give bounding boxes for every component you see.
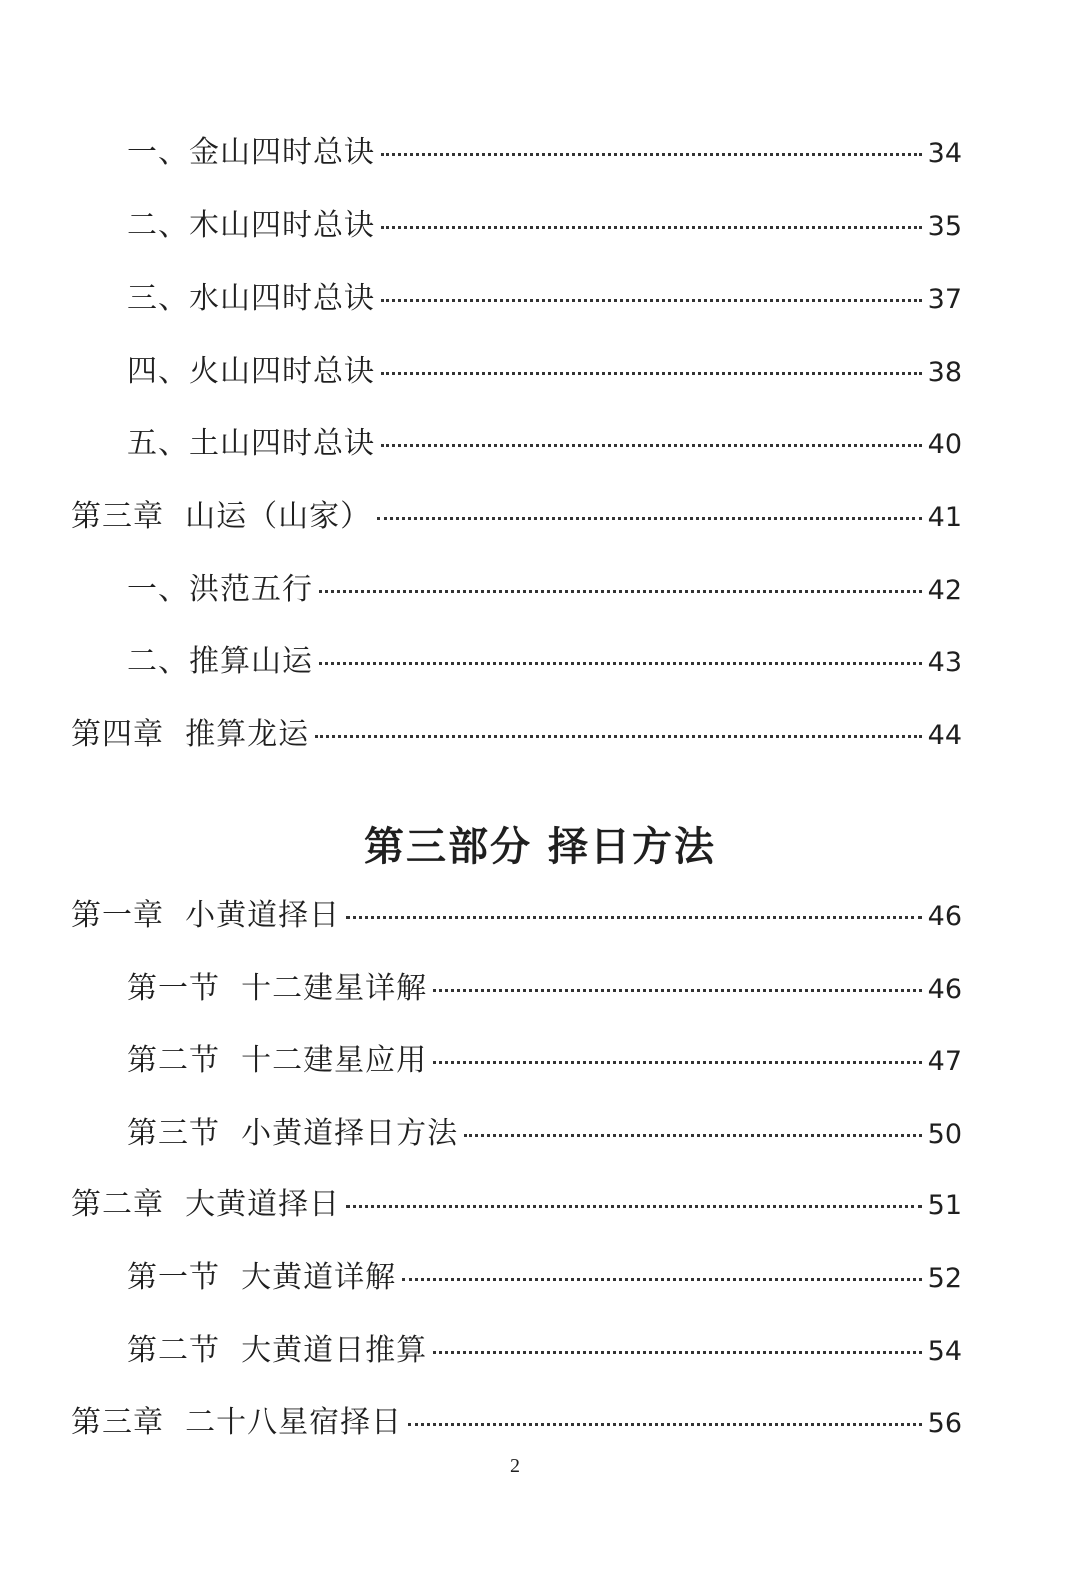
toc-entry-title: 五、土山四时总诀 — [127, 426, 375, 461]
toc-entry-page: 50 — [927, 1119, 962, 1150]
toc-entry[interactable] — [71, 1403, 962, 1443]
toc-entry[interactable] — [71, 715, 962, 755]
dot-leader — [315, 735, 922, 738]
toc-entry-title: 第四章 推算龙运 — [71, 717, 310, 752]
toc-entry-page: 43 — [927, 647, 962, 678]
dot-leader — [408, 1423, 922, 1426]
toc-entry[interactable] — [127, 1041, 962, 1081]
dot-leader — [319, 662, 922, 665]
toc-entry-page: 56 — [927, 1408, 962, 1439]
toc-entry-page: 52 — [927, 1263, 962, 1294]
dot-leader — [433, 1351, 922, 1354]
toc-entry-page: 47 — [927, 1046, 962, 1077]
toc-entry[interactable] — [127, 206, 962, 246]
dot-leader — [464, 1134, 922, 1137]
dot-leader — [346, 916, 922, 919]
toc-entry-title: 第三节 小黄道择日方法 — [127, 1116, 459, 1151]
toc-entry[interactable] — [127, 570, 962, 610]
toc-entry-page: 38 — [927, 357, 962, 388]
dot-leader — [346, 1205, 922, 1208]
toc-entry[interactable] — [127, 642, 962, 682]
toc-entry-title: 第三章 二十八星宿择日 — [71, 1405, 403, 1440]
toc-entry[interactable] — [127, 133, 962, 173]
toc-entry-title: 第二节 大黄道日推算 — [127, 1333, 428, 1368]
toc-entry[interactable] — [127, 1258, 962, 1298]
toc-entry-page: 46 — [927, 974, 962, 1005]
dot-leader — [377, 517, 922, 520]
toc-entry-title: 二、推算山运 — [127, 644, 313, 679]
toc-entry-page: 44 — [927, 720, 962, 751]
toc-entry-title: 第一章 小黄道择日 — [71, 898, 341, 933]
toc-entry-page: 35 — [927, 211, 962, 242]
toc-entry-title: 四、火山四时总诀 — [127, 354, 375, 389]
toc-entry-page: 42 — [927, 575, 962, 606]
toc-entry-title: 三、水山四时总诀 — [127, 281, 375, 316]
toc-entry-title: 第三章 山运（山家） — [71, 499, 372, 534]
toc-entry[interactable] — [127, 969, 962, 1009]
toc-entry-title: 二、木山四时总诀 — [127, 208, 375, 243]
toc-entry[interactable] — [127, 279, 962, 319]
toc-entry-title: 一、洪范五行 — [127, 572, 313, 607]
dot-leader — [433, 989, 922, 992]
toc-entry-title: 一、金山四时总诀 — [127, 135, 375, 170]
part-title: 第三部分 择日方法 — [364, 824, 716, 870]
dot-leader — [381, 444, 922, 447]
toc-entry[interactable] — [127, 424, 962, 464]
toc-entry-page: 37 — [927, 284, 962, 315]
toc-entry-title: 第二章 大黄道择日 — [71, 1187, 341, 1222]
toc-entry-title: 第二节 十二建星应用 — [127, 1043, 428, 1078]
dot-leader — [381, 153, 922, 156]
toc-entry-title: 第一节 大黄道详解 — [127, 1260, 397, 1295]
toc-entry-page: 54 — [927, 1336, 962, 1367]
page-number: 2 — [510, 1455, 520, 1477]
toc-entry[interactable] — [127, 1331, 962, 1371]
dot-leader — [381, 226, 922, 229]
toc-entry-page: 41 — [927, 502, 962, 533]
toc-entry-page: 46 — [927, 901, 962, 932]
dot-leader — [381, 299, 922, 302]
dot-leader — [402, 1278, 922, 1281]
dot-leader — [433, 1061, 922, 1064]
dot-leader — [319, 590, 922, 593]
toc-entry[interactable] — [71, 497, 962, 537]
toc-entry-title: 第一节 十二建星详解 — [127, 971, 428, 1006]
toc-entry-page: 34 — [927, 138, 962, 169]
toc-entry-page: 51 — [927, 1190, 962, 1221]
toc-entry[interactable] — [127, 1114, 962, 1154]
toc-entry[interactable] — [71, 1185, 962, 1225]
toc-entry[interactable] — [127, 352, 962, 392]
toc-entry-page: 40 — [927, 429, 962, 460]
dot-leader — [381, 372, 922, 375]
toc-entry[interactable] — [71, 896, 962, 936]
